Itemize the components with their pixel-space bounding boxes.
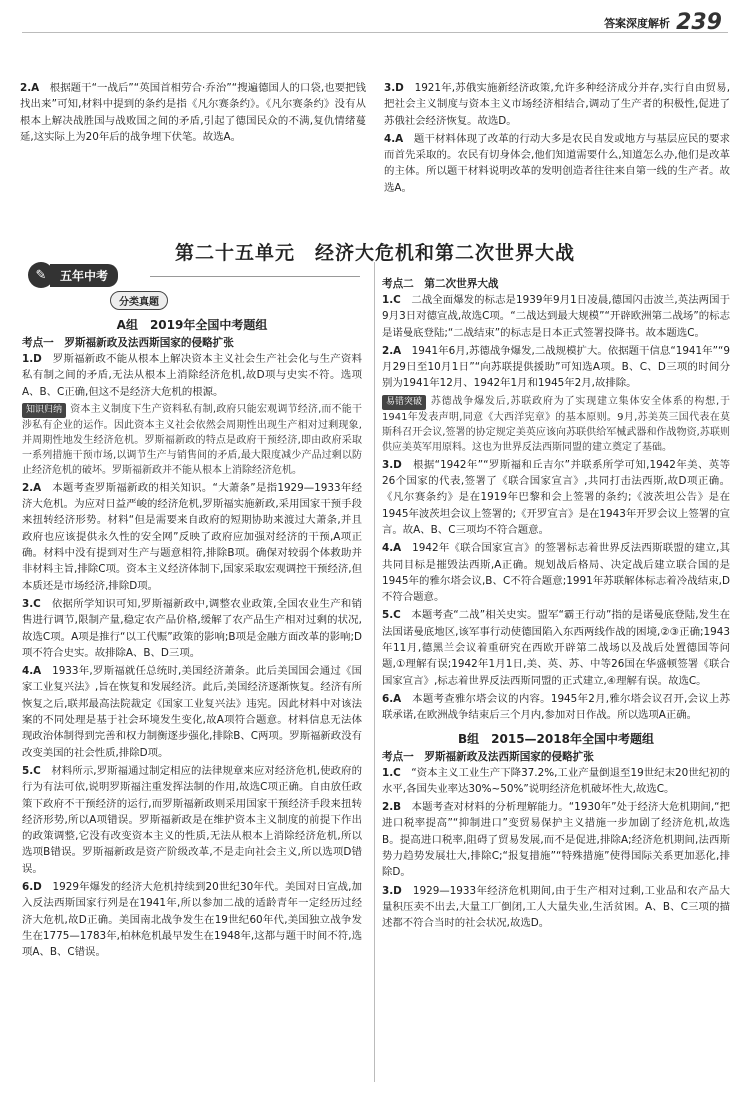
answer-text: 题干材料体现了改革的行动大多是农民自发或地方与基层应民的要求而首先采取的。农民有切身体会,他们知道需要什么,知道怎么办,他们是改革的主体。所以题干材料说明改革的发明创造者往往来自第一线的生产者。故选A。 — [384, 132, 730, 194]
answer-item — [22, 596, 362, 661]
group-b-title: B组 2015—2018年全国中考题组 — [458, 731, 654, 746]
top-continuation — [20, 80, 730, 198]
header-title: 答案深度解析 — [604, 16, 671, 30]
answer-number: 1.D — [22, 353, 42, 365]
note-tag: 知识归纳 — [22, 403, 66, 418]
answer-number: 3.C — [22, 597, 41, 610]
answer-item — [22, 480, 362, 594]
answer-text: 1942年《联合国家宣言》的签署标志着世界反法西斯联盟的建立,其共同目标是摧毁法西斯,A正确。规划战后格局、决定战后建立联合国的是1945年的雅尔塔会议,B、C不符合题意;1991年苏联解体标志着冷战结束,D不符合题意。 — [382, 542, 730, 604]
column-divider — [374, 262, 375, 1082]
answer-item — [382, 292, 730, 341]
section-badge — [28, 262, 118, 288]
answer-number: 4.A — [22, 665, 42, 678]
top-left-column — [20, 80, 366, 198]
answer-number: 3.D — [382, 458, 402, 471]
answer-number: 4.A — [384, 132, 404, 145]
answer-item — [22, 763, 362, 877]
answer-text: 本题考查罗斯福新政的相关知识。“大萧条”是指1929—1933年经济大危机。为应对日益严峻的经济危机,罗斯福实施新政,采用国家干预手段来扭转经济形势。材料“但是需要来自政府的短期协助来渡过大萧条,并且政府也应该提供永久性的安全网”反映了政府应加强对经济的干预,A项正确。材料中没有提到对生产与题意相符,排除B项。确保对较弱个体救助并非材料主旨,排除C项。资本主义经济体制下,国家采取宏观调控干预经济,但本质还是市场经济,排除D项。 — [22, 481, 362, 592]
answer-number: 4.A — [382, 542, 402, 555]
answer-text: 根据“1942年”“罗斯福和丘吉尔”并联系所学可知,1942年美、英等26个国家的代表,签署了《联合国家宣言》,共同打击法西斯,故D项正确。《凡尔赛条约》是在1919年巴黎和会上签署的条约;《波茨坦公告》是在1945年波茨坦会议上签署的;《开罗宣言》是在1943年开罗会议上签署的宣言。故A、B、C三项均不符合题意。 — [382, 458, 730, 536]
answer-text: “资本主义工业生产下降37.2%,工业产量倒退至19世纪末20世纪初的水平,各国失业率达30%~50%”说明经济危机破坏性大,故选C。 — [382, 766, 730, 795]
answer-number: 5.C — [22, 764, 41, 777]
answer-text: 材料所示,罗斯福通过制定相应的法律规章来应对经济危机,使政府的行为有法可依,说明罗斯福注重发挥法制的作用,故选C项正确。自由放任政策下政府不干预经济的运行,而罗斯福新政则采用国家干预经济手段来扭转经济形势,所以A项错误。罗斯福新政是在维护资本主义制度的前提下作出的政策调整,它没有改变资本主义的性质,无法从根本上消除经济危机,所以选项B错误。罗斯福新政是资产阶级改革,不是走向社会主义,所以选项D错误。 — [22, 764, 362, 875]
answer-text: 1921年,苏俄实施新经济政策,允许多种经济成分并存,实行自由贸易,把社会主义制度与资本主义市场经济相结合,调动了生产者的积极性,促进了苏俄社会经济恢复。故选D。 — [384, 82, 730, 127]
answer-item — [384, 80, 730, 129]
answer-text: 1929年爆发的经济大危机持续到20世纪30年代。美国对日宣战,加入反法西斯国家行列是在1941年,所以参加二战的适龄青年一定经历过经济大危机,故D正确。美国南北战争发生在19世纪60年代,美国独立战争发生在1775—1783年,柏林危机最早发生在1948年,这都与题干时间不符,选项A、B、C错误。 — [22, 881, 362, 959]
right-items-b — [382, 765, 730, 932]
unit-title: 第二十五单元 经济大危机和第二次世界大战 — [174, 242, 575, 264]
answer-number: 3.D — [382, 884, 402, 897]
answer-item — [382, 799, 730, 880]
answer-text: 罗斯福新政不能从根本上解决资本主义社会生产社会化与生产资料私有制之间的矛盾,无法从根本上消除经济危机,故D项与史实不符。选项A、B、C正确,但这不是经济大危机的根源。 — [22, 353, 362, 398]
answer-number: 2.A — [382, 344, 402, 357]
right-column — [382, 276, 730, 934]
group-a-title: A组 2019年全国中考题组 — [116, 318, 268, 332]
top-right-column — [384, 80, 730, 198]
answer-text: 1933年,罗斯福就任总统时,美国经济萧条。此后美国国会通过《国家工业复兴法》,旨在恢复和发展经济。此后,美国经济逐渐恢复。经济有所恢复之后,联邦最高法院裁定《国家工业复兴法》违宪。因此材料中对该法案的不同处理是基于社会环境发生变化,故A项符合题意。材料信息无法体现政治体制得到完善和权力制衡逐步强化,排除B、C两项。罗斯福新政没有改变美国的社会性质,排除D项。 — [22, 665, 362, 759]
answer-text: 依据所学知识可知,罗斯福新政中,调整农业政策,全国农业生产和销售进行调节,限制产量,稳定农产品价格,缓解了农产品生产相对过剩的状况,故选C项。A项是推行“以工代赈”政策的影响;B项是金融方面改革的影响;D项不符合史实。故排除A、B、D三项。 — [22, 597, 362, 659]
answer-text: 资本主义制度下生产资料私有制,政府只能宏观调节经济,而不能干涉私有企业的运作。因此资本主义社会依然会周期性出现生产相对过剩现象,并周期性地发生经济危机。罗斯福新政的特点是政府干预经济,即由政府采取一系列措施干预市场,以调节生产与销售间的矛盾,最大限度减少产品过剩以防止经济危机的破坏。罗斯福新政并不能从根本上消除经济危机。 — [22, 403, 362, 476]
answer-text: 二战全面爆发的标志是1939年9月1日凌晨,德国闪击波兰,英法两国于9月3日对德宣战,故选C项。“二战达到最大规模”“开辟欧洲第二战场”的标志是诺曼底登陆;“二战结束”的标志是日本正式签署投降书。故本题选C。 — [382, 294, 730, 339]
left-column — [22, 290, 362, 963]
section-badge-label: 五年中考 — [50, 264, 118, 287]
answer-text: 根据题干“一战后”“英国首相劳合·乔治”“搜遍德国人的口袋,也要把钱找出来”可知,材料中提到的条约是指《凡尔赛条约》。《凡尔赛条约》没有从根本上解决战胜国与战败国之间的矛盾,引起了德国民众的不满,复仇情绪蔓延,这实际上为20年后的战争埋下伏笔。故选A。 — [20, 82, 366, 143]
category-pill: 分类真题 — [110, 291, 168, 310]
answer-number: 2.A — [22, 481, 42, 494]
answer-text: 1929—1933年经济危机期间,由于生产相对过剩,工业品和农产品大量积压卖不出去,大量工厂倒闭,工人大量失业,生活贫困。A、B、C三项的描述都不符合当时的社会状况,故选D。 — [382, 884, 730, 930]
answer-number: 3.D — [384, 82, 404, 94]
page-number: 239 — [676, 10, 722, 35]
answer-item — [382, 607, 730, 688]
answer-number: 6.A — [382, 692, 402, 705]
answer-number: 1.C — [382, 294, 401, 306]
kaodian-2: 考点二 第二次世界大战 — [382, 278, 499, 290]
kaodian-1: 考点一 罗斯福新政及法西斯国家的侵略扩张 — [22, 337, 234, 349]
answer-item — [382, 691, 730, 724]
kaodian-3: 考点一 罗斯福新政及法西斯国家的侵略扩张 — [382, 750, 594, 763]
left-items — [22, 351, 362, 961]
answer-item — [382, 457, 730, 538]
person-icon: ✎ — [28, 262, 54, 288]
answer-number: 5.C — [382, 609, 401, 622]
answer-number: 1.C — [382, 766, 401, 779]
answer-item — [384, 131, 730, 196]
answer-item — [382, 883, 730, 932]
answer-item — [22, 879, 362, 960]
answer-number: 2.B — [382, 801, 402, 814]
answer-number: 6.D — [22, 881, 42, 894]
answer-text: 1941年6月,苏德战争爆发,二战规模扩大。依据题干信息“1941年”“9月29日至10月1日”“向苏联提供援助”可知选A项。B、C、D三项的时间分别为1941年12月、1942年1月和1945年2月,故排除。 — [382, 344, 730, 390]
header-divider — [22, 32, 728, 33]
badge-divider — [150, 276, 360, 277]
answer-item — [22, 663, 362, 761]
note-paragraph — [382, 394, 730, 455]
answer-item — [382, 540, 730, 605]
answer-item — [20, 80, 366, 145]
answer-item — [22, 351, 362, 400]
answer-number: 2.A — [20, 82, 40, 94]
answer-text: 苏德战争爆发后,苏联政府为了实现建立集体安全体系的构想,于1941年发表声明,同意《大西洋宪章》的基本原则。9月,苏美英三国代表在莫斯科召开会议,签署的协定规定美英应该向苏联供给军械武器和作战物资,苏联则供应美英军用原料。这也为世界反法西斯同盟的建立奠定了基础。 — [382, 395, 730, 453]
answer-text: 本题考查“二战”相关史实。盟军“霸王行动”指的是诺曼底登陆,发生在法国诺曼底地区,该军事行动使德国陷入东西两线作战的困境,②③正确;1943年11月,德黑兰会议着重研究在西欧开辟第二战场以及战后处置德国等问题,①理解有误;1942年1月1日,美、英、苏、中等26国在华盛顿签署《联合国家宣言》,标志着世界反法西斯同盟的正式建立,④理解有误。故选C。 — [382, 609, 730, 687]
answer-text: 本题考查对材料的分析理解能力。“1930年”处于经济大危机期间,“把进口税率提高”“抑制进口”变贸易保护主义措施一步加剧了经济危机,故选B。提高进口税率,阻碍了贸易发展,而不是促进,排除A;经济危机期间,法西斯势力趋势发展壮大,排除C;“报复措施”“特殊措施”使得国际关系更加恶化,排除D。 — [382, 801, 730, 879]
right-items — [382, 292, 730, 724]
answer-item — [382, 765, 730, 798]
note-paragraph — [22, 402, 362, 478]
note-tag: 易错突破 — [382, 395, 426, 410]
answer-text: 本题考查雅尔塔会议的内容。1945年2月,雅尔塔会议召开,会议上苏联承诺,在欧洲战争结束后三个月内,参加对日作战。所以选项A正确。 — [382, 692, 730, 722]
answer-item — [382, 343, 730, 392]
